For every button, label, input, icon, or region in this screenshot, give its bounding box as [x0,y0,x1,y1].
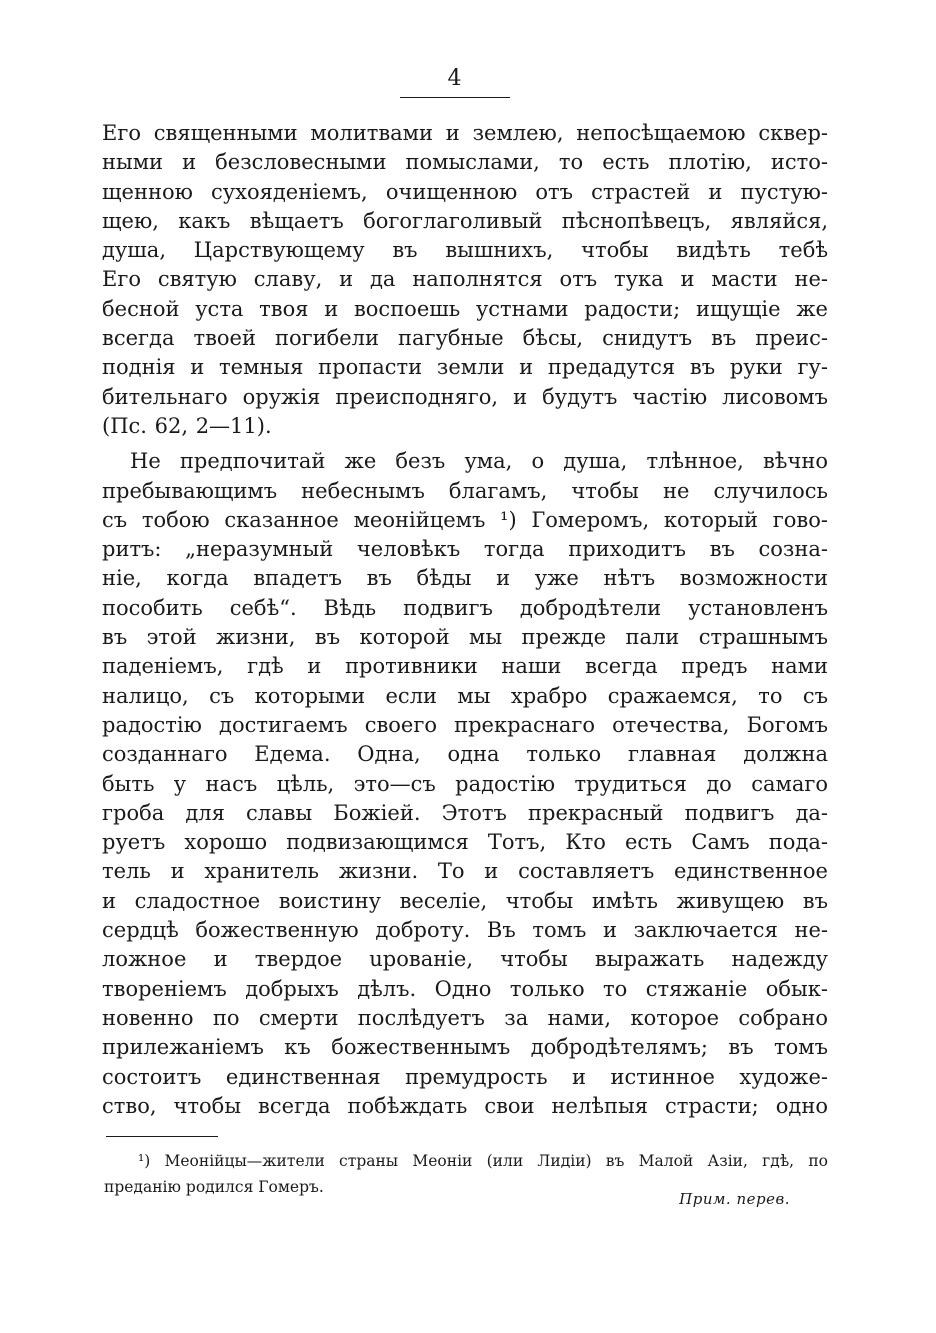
text-line: щею, какъ вѣщаетъ богоглаголивый пѣснопѣвецъ, являйся, [102,208,828,233]
text-line: ритъ: „неразумный человѣкъ тогда приходитъ въ созна- [102,537,828,562]
text-line: сердцѣ божественную доброту. Въ томъ и заключается не- [102,918,828,943]
text-line: щенною сухоядeніемъ, очищенною отъ страстей и пустую- [102,179,828,204]
text-line: и сладостное воистину веселіе, чтобы имѣть живущею въ [102,888,828,913]
text-line: душа, Царствующему въ вышнихъ, чтобы видѣть тебѣ [102,238,828,263]
text-line: ложное и твердое upованіе, чтобы выражать надежду [102,947,828,972]
text-line: быть у насъ цѣль, это—съ радостію трудиться до самаго [102,771,828,796]
text-line: ніе, когда впадетъ въ бѣды и уже нѣтъ возможности [102,566,828,591]
text-line: пребывающимъ небеснымъ благамъ, чтобы не случилось [102,478,828,503]
text-line: налицо, съ которыми если мы храбро сражаемся, то съ [102,683,828,708]
text-line: тель и хранитель жизни. То и составляетъ единственное [102,859,828,884]
text-line: новенно по смерти послѣдуетъ за нами, которое собрано [102,1005,828,1030]
text-line: твореніемъ добрыхъ дѣлъ. Одно только то стяжаніе обык- [102,976,828,1001]
text-line: съ тобою сказанное меонійцемъ ¹) Гомеромъ, который гово- [102,507,828,532]
page-number: 4 [447,66,463,91]
text-line: поднія и темныя пропасти земли и предадутся въ руки гу- [102,355,828,380]
text-line: Его священными молитвами и землею, непосѣщаемою сквер- [102,121,828,145]
main-text [102,119,828,1121]
footnote-rule [106,1136,218,1137]
text-line: всегда твоей погибели пагубные бѣсы, снидутъ въ преис- [102,326,828,351]
text-line: состоитъ единственная премудрость и истинное художе- [102,1064,828,1089]
text-line: руетъ хорошо подвизающимся Тотъ, Кто есть Самъ пода- [102,830,828,855]
page-number-rule [400,97,510,98]
text-line: Его святую славу, и да наполнятся отъ тука и масти не- [102,267,828,292]
text-line: пособить себѣ“. Вѣдь подвигъ добродѣтели установленъ [102,595,828,620]
text-line: радостію достигаемъ своего прекраснаго отечества, Богомъ [102,712,828,737]
text-line: въ этой жизни, въ которой мы прежде пали страшнымъ [102,625,828,650]
footnote-line: ¹) Меонійцы—жители страны Меоніи (или Лидіи) въ Малой Азіи, гдѣ, по [138,1152,828,1170]
text-line: (Пс. 62, 2—11). [102,413,272,438]
translator-note: Прим. перев. [679,1190,790,1208]
text-line: созданнаго Едема. Одна, одна только главная должна [102,742,828,767]
footnote-line: преданію родился Гомеръ. [104,1178,324,1196]
text-line: гроба для славы Божіей. Этотъ прекрасный подвигъ да- [102,800,828,825]
text-line: Не предпочитай же безъ ума, о душа, тлѣнное, вѣчно [130,449,828,474]
text-line: бительнаго оружія преисподняго, и будутъ частію лисовомъ [102,384,828,409]
text-line: прилежаніемъ къ божественнымъ добродѣтелямъ; въ томъ [102,1035,828,1060]
text-line: бесной уста твоя и воспоешь устнами радости; ищущіе же [102,296,828,321]
text-line: паденіемъ, гдѣ и противники наши всегда предъ нами [102,654,828,679]
text-line: ство, чтобы всегда побѣждать свои нелѣпыя страсти; одно [102,1093,828,1118]
text-line: ными и безсловесными помыслами, то есть плотію, исто- [102,150,828,175]
